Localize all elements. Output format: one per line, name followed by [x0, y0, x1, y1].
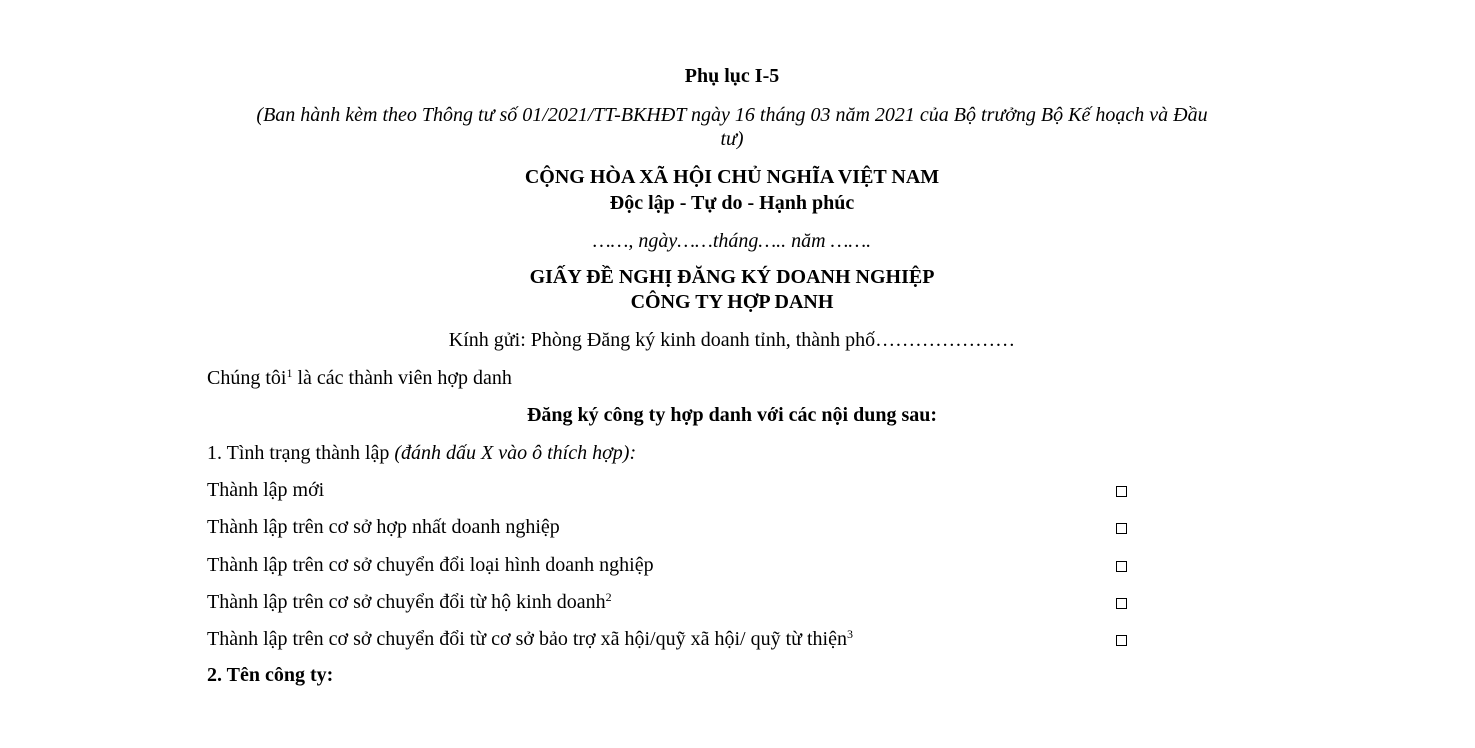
option-label: Thành lập mới [207, 479, 325, 501]
footnote-ref-3[interactable]: 3 [847, 627, 853, 641]
date-line: ……, ngày……tháng….. năm ……. [592, 230, 872, 252]
checkbox-household-conversion[interactable] [1116, 598, 1127, 609]
intro-prefix: Chúng tôi [207, 367, 287, 389]
national-motto: Độc lập - Tự do - Hạnh phúc [609, 192, 855, 214]
option-label-with-footnote [207, 627, 853, 651]
issuance-note-line-1: (Ban hành kèm theo Thông tư số 01/2021/TT-BKHĐT ngày 16 tháng 03 năm 2021 của Bộ trưởng Bộ Kế hoạch và Đầu [256, 104, 1208, 126]
checkbox-new[interactable] [1116, 486, 1127, 497]
option-label-with-footnote [207, 590, 612, 614]
footnote-ref-2[interactable]: 2 [605, 590, 612, 604]
option-label: Thành lập trên cơ sở chuyển đổi loại hình doanh nghiệp [207, 554, 654, 576]
section-1-label: 1. Tình trạng thành lập [207, 442, 395, 464]
section-2-heading: 2. Tên công ty: [207, 664, 334, 686]
option-label: Thành lập trên cơ sở chuyển đổi từ cơ sở bảo trợ xã hội/quỹ xã hội/ quỹ từ thiện [207, 628, 847, 650]
intro-suffix: là các thành viên hợp danh [292, 367, 512, 389]
issuance-note-line-2: tư) [720, 128, 744, 150]
checkbox-type-conversion[interactable] [1116, 561, 1127, 572]
appendix-title: Phụ lục I-5 [684, 65, 780, 87]
national-title: CỘNG HÒA XÃ HỘI CHỦ NGHĨA VIỆT NAM [524, 166, 940, 188]
option-label: Thành lập trên cơ sở hợp nhất doanh nghiệp [207, 516, 560, 538]
form-title-line-1: GIẤY ĐỀ NGHỊ ĐĂNG KÝ DOANH NGHIỆP [529, 266, 935, 288]
checkbox-social-fund-conversion[interactable] [1116, 635, 1127, 646]
option-label: Thành lập trên cơ sở chuyển đổi từ hộ kinh doanh [207, 591, 606, 613]
registration-heading: Đăng ký công ty hợp danh với các nội dung sau: [526, 404, 938, 426]
section-1-heading [207, 441, 1257, 465]
checkbox-merger[interactable] [1116, 523, 1127, 534]
recipient-line: Kính gửi: Phòng Đăng ký kinh doanh tỉnh, thành phố………………… [448, 329, 1016, 351]
section-1-instruction: (đánh dấu X vào ô thích hợp): [394, 442, 637, 464]
form-title-line-2: CÔNG TY HỢP DANH [630, 291, 834, 313]
footnote-ref-1[interactable]: 1 [286, 366, 293, 380]
intro-paragraph [207, 366, 1257, 390]
